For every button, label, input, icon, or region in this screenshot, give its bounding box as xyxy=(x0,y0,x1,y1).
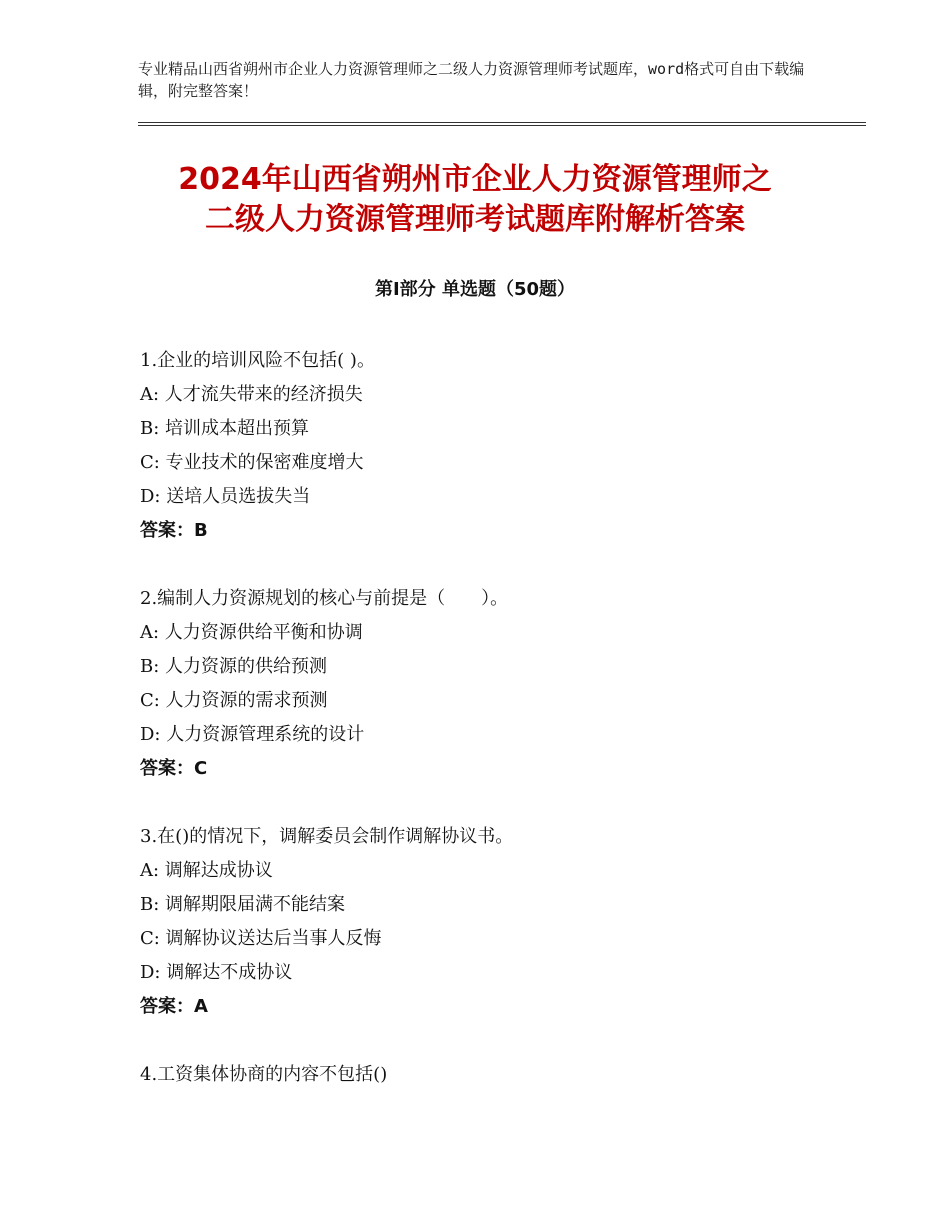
option-b: B: 调解期限届满不能结案 xyxy=(140,894,346,915)
question-stem: 3.在()的情况下，调解委员会制作调解协议书。 xyxy=(140,826,514,847)
option-d: D: 送培人员选拔失当 xyxy=(140,486,311,507)
question-3 xyxy=(140,820,840,1024)
option-a: A: 人力资源供给平衡和协调 xyxy=(140,622,363,643)
option-d: D: 人力资源管理系统的设计 xyxy=(140,724,365,745)
title-line-2: 二级人力资源管理师考试题库附解析答案 xyxy=(205,202,745,237)
option-b: B: 人力资源的供给预测 xyxy=(140,656,328,677)
header-divider-top xyxy=(138,122,866,123)
answer: 答案：A xyxy=(140,996,208,1017)
option-a: A: 调解达成协议 xyxy=(140,860,273,881)
question-2 xyxy=(140,582,840,786)
option-d: D: 调解达不成协议 xyxy=(140,962,293,983)
title-line-1: 2024年山西省朔州市企业人力资源管理师之 xyxy=(178,162,772,197)
question-stem: 1.企业的培训风险不包括( )。 xyxy=(140,350,375,371)
document-title xyxy=(100,160,850,240)
header-note: 专业精品山西省朔州市企业人力资源管理师之二级人力资源管理师考试题库，word格式可自由下载编辑，附完整答案！ xyxy=(138,60,805,100)
answer: 答案：B xyxy=(140,520,208,541)
option-a: A: 人才流失带来的经济损失 xyxy=(140,384,363,405)
question-list xyxy=(140,344,840,1126)
option-c: C: 调解协议送达后当事人反悔 xyxy=(140,928,382,949)
option-c: C: 专业技术的保密难度增大 xyxy=(140,452,364,473)
question-stem: 4.工资集体协商的内容不包括() xyxy=(140,1064,388,1085)
answer: 答案：C xyxy=(140,758,208,779)
question-4 xyxy=(140,1058,840,1092)
option-b: B: 培训成本超出预算 xyxy=(140,418,310,439)
question-stem: 2.编制人力资源规划的核心与前提是（ ）。 xyxy=(140,588,509,609)
header-divider-bottom xyxy=(138,125,866,126)
question-1 xyxy=(140,344,840,548)
section-heading: 第Ⅰ部分 单选题（50题） xyxy=(374,279,575,300)
option-c: C: 人力资源的需求预测 xyxy=(140,690,328,711)
